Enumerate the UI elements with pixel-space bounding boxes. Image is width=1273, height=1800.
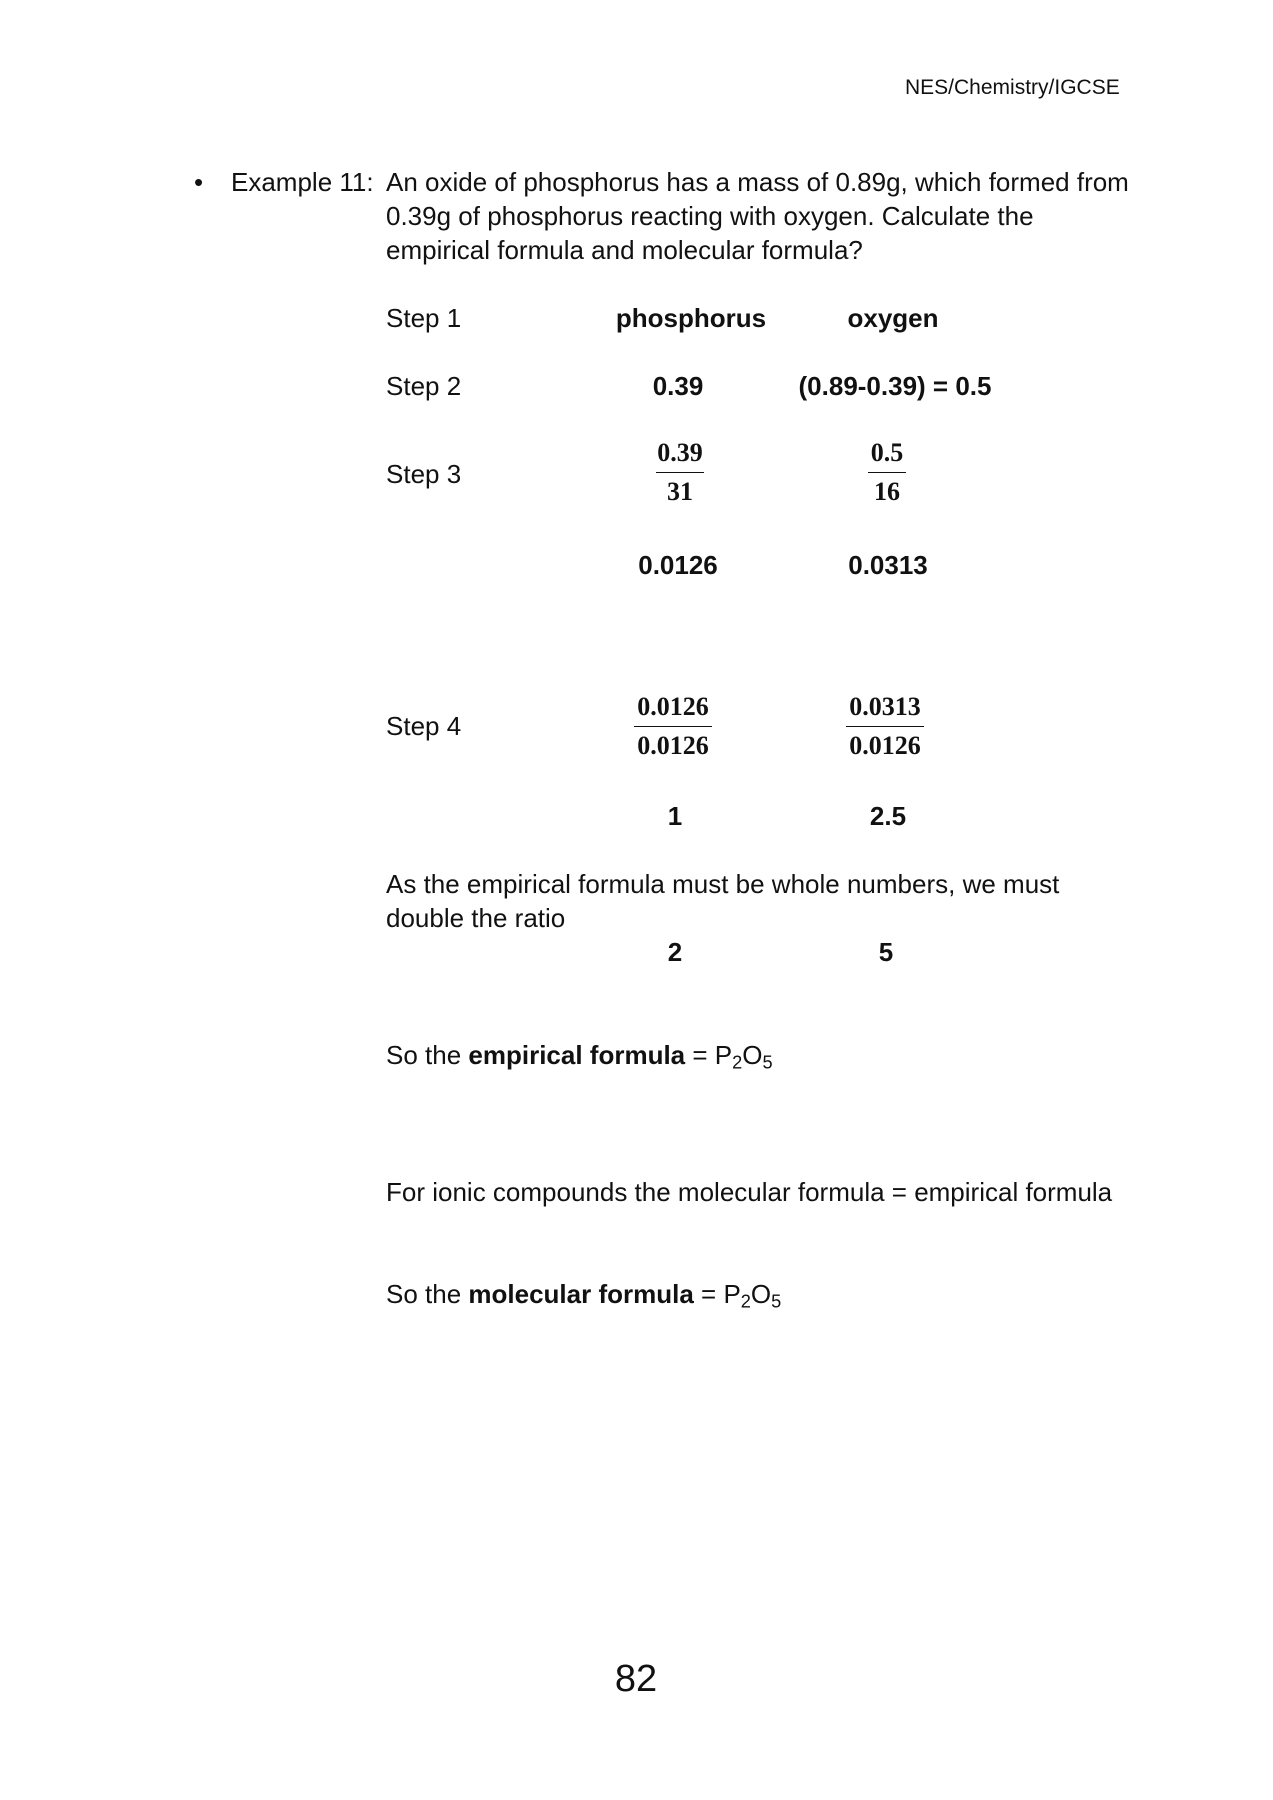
- fraction-numerator: 0.0313: [849, 692, 921, 721]
- molecular-formula-statement: [386, 1277, 781, 1311]
- fraction-bar: [846, 726, 924, 727]
- question-line-2: 0.39g of phosphorus reacting with oxygen. Calculate the: [386, 201, 1034, 231]
- step2-label: Step 2: [386, 371, 462, 401]
- step4-oxygen-ratio: 2.5: [869, 801, 907, 831]
- empirical-formula-statement: [386, 1038, 773, 1072]
- fraction-denominator: 31: [667, 477, 693, 506]
- step4-label: Step 4: [386, 711, 462, 741]
- doubled-phosphorus-ratio: 2: [667, 937, 683, 967]
- example-label: Example 11:: [231, 167, 374, 197]
- ionic-note: For ionic compounds the molecular formula = empirical formula: [386, 1177, 1113, 1207]
- step2-oxygen-mass: (0.89-0.39) = 0.5: [798, 371, 992, 401]
- bullet: •: [194, 167, 204, 197]
- empirical-eq: = P: [685, 1040, 733, 1070]
- fraction-numerator: 0.0126: [637, 692, 709, 721]
- molecular-o: O: [750, 1279, 772, 1309]
- page-number: 82: [614, 1658, 658, 1700]
- fraction-denominator: 16: [874, 477, 900, 506]
- molecular-formula-term: molecular formula: [468, 1279, 694, 1309]
- step4-phosphorus-ratio: 1: [667, 801, 683, 831]
- step1-oxygen: oxygen: [847, 303, 939, 333]
- step3-oxygen-fraction: [868, 436, 906, 509]
- step4-oxygen-fraction: [846, 690, 924, 763]
- empirical-formula-term: empirical formula: [468, 1040, 686, 1070]
- doubled-oxygen-ratio: 5: [878, 937, 894, 967]
- molecular-sub-p: 2: [740, 1291, 751, 1312]
- empirical-prefix: So the: [386, 1040, 469, 1070]
- empirical-o: O: [742, 1040, 763, 1070]
- molecular-prefix: So the: [386, 1279, 469, 1309]
- fraction-denominator: 0.0126: [849, 731, 921, 760]
- fraction-denominator: 0.0126: [637, 731, 709, 760]
- step2-phosphorus-mass: 0.39: [652, 371, 704, 401]
- step3-oxygen-moles: 0.0313: [848, 550, 928, 580]
- step3-label: Step 3: [386, 459, 462, 489]
- empirical-sub-p: 2: [732, 1052, 743, 1073]
- fraction-numerator: 0.39: [657, 438, 703, 467]
- molecular-eq: = P: [693, 1279, 741, 1309]
- fraction-bar: [656, 472, 704, 473]
- question-line-1: An oxide of phosphorus has a mass of 0.89g, which formed from: [386, 167, 1129, 197]
- step3-phosphorus-fraction: [656, 436, 704, 509]
- molecular-sub-o: 5: [771, 1291, 782, 1312]
- note-line-1: As the empirical formula must be whole numbers, we must: [386, 869, 1060, 899]
- page-header: NES/Chemistry/IGCSE: [905, 76, 1120, 99]
- empirical-sub-o: 5: [762, 1052, 773, 1073]
- step4-phosphorus-fraction: [634, 690, 712, 763]
- question-line-3: empirical formula and molecular formula?: [386, 235, 863, 265]
- fraction-numerator: 0.5: [870, 438, 904, 467]
- step1-label: Step 1: [386, 303, 462, 333]
- fraction-bar: [868, 472, 906, 473]
- step1-phosphorus: phosphorus: [615, 303, 767, 333]
- note-line-2: double the ratio: [386, 903, 566, 933]
- fraction-bar: [634, 726, 712, 727]
- step3-phosphorus-moles: 0.0126: [638, 550, 718, 580]
